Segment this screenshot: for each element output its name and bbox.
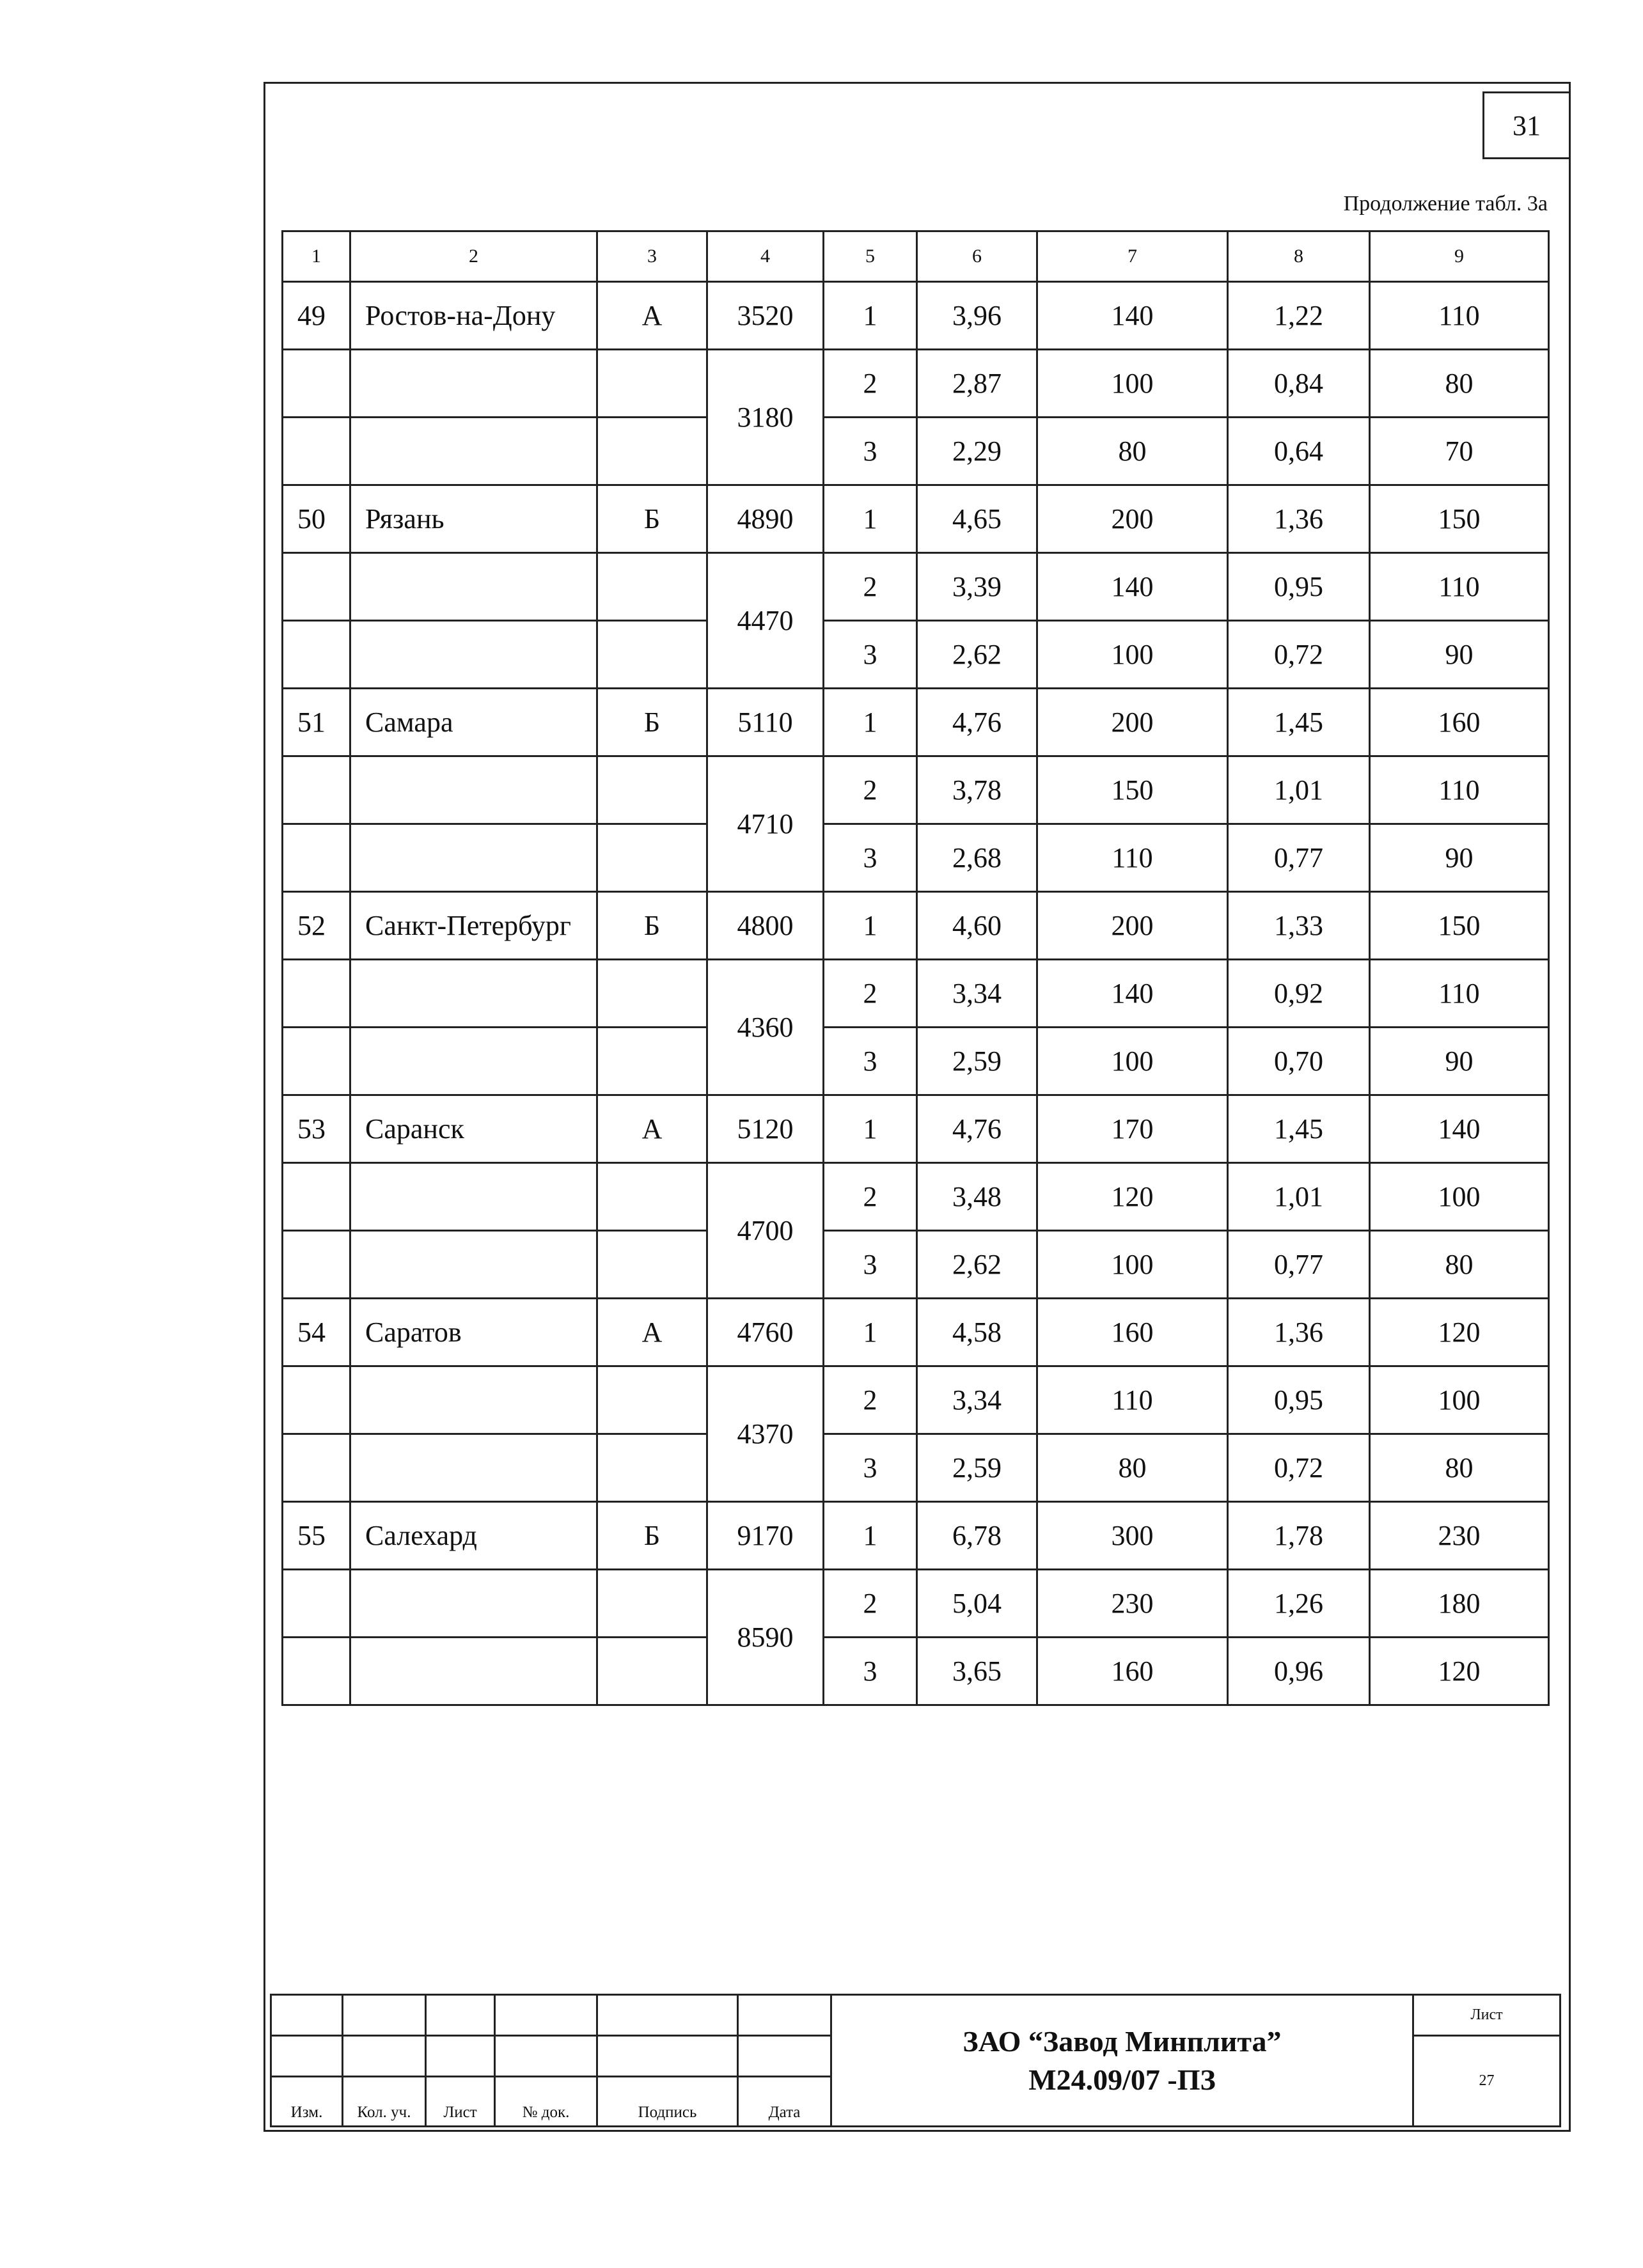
city-name: Рязань [350,485,597,553]
table-row [283,689,1549,756]
empty-cell [597,1434,707,1502]
value-cell: 100 [1370,1366,1549,1434]
stamp-label-signature: Подпись [597,2077,738,2127]
stamp-label-list: Лист [426,2077,495,2127]
value-cell: 140 [1037,553,1228,621]
value-cell: 3,78 [917,756,1037,824]
value-cell: 100 [1370,1163,1549,1231]
city-name: Салехард [350,1502,597,1570]
city-name: Ростов-на-Дону [350,282,597,350]
column-header: 7 [1037,231,1228,282]
empty-cell [597,960,707,1028]
page-number: 31 [1482,91,1571,159]
value-cell: 3 [824,1434,917,1502]
value-cell: 3 [824,418,917,485]
column-header: 6 [917,231,1037,282]
city-name: Саранск [350,1095,597,1163]
value-cell: 110 [1037,824,1228,892]
value-cell: 3,34 [917,1366,1037,1434]
column-header: 1 [283,231,350,282]
value-cell: 100 [1037,1231,1228,1299]
value-cell: 180 [1370,1570,1549,1638]
city-name: Саратов [350,1299,597,1366]
row-number: 55 [283,1502,350,1570]
value-cell: 2,87 [917,350,1037,418]
value-cell: 200 [1037,892,1228,960]
row-number: 52 [283,892,350,960]
value-cell: 3,65 [917,1638,1037,1705]
empty-cell [350,418,597,485]
value-cell: 3 [824,824,917,892]
value-cell: 160 [1037,1299,1228,1366]
stamp-label-date: Дата [738,2077,831,2127]
company-name: ЗАО “Завод Минплита” [963,2024,1282,2058]
value-cell: 0,96 [1228,1638,1370,1705]
empty-cell [283,1231,350,1299]
value-cell: 3 [824,1638,917,1705]
empty-cell [350,1231,597,1299]
value-cell: 3 [824,621,917,689]
value-cell: 2 [824,1366,917,1434]
empty-cell [597,1366,707,1434]
value-col4-merged-cell: 8590 [707,1570,824,1705]
empty-cell [597,1231,707,1299]
value-col4-merged-cell: 4470 [707,553,824,689]
row-number: 54 [283,1299,350,1366]
empty-cell [350,960,597,1028]
value-cell: 3,48 [917,1163,1037,1231]
value-cell: 1 [824,1095,917,1163]
value-cell: 70 [1370,418,1549,485]
value-cell: 90 [1370,1028,1549,1095]
empty-cell [597,824,707,892]
value-cell: 4,65 [917,485,1037,553]
city-name: Санкт-Петербург [350,892,597,960]
value-col4-merged-cell: 4700 [707,1163,824,1299]
value-cell: 100 [1037,1028,1228,1095]
value-col4-cell: 9170 [707,1502,824,1570]
value-col4-cell: 5120 [707,1095,824,1163]
value-cell: 2 [824,553,917,621]
sheet-label: Лист [1413,1995,1560,2036]
empty-cell [350,350,597,418]
stamp-cell [738,1995,831,2036]
category-cell: А [597,282,707,350]
empty-cell [597,418,707,485]
empty-cell [283,960,350,1028]
value-cell: 1 [824,892,917,960]
empty-cell [283,1434,350,1502]
value-cell: 120 [1370,1299,1549,1366]
value-cell: 1,78 [1228,1502,1370,1570]
value-cell: 3,39 [917,553,1037,621]
column-header: 2 [350,231,597,282]
empty-cell [350,1570,597,1638]
row-number: 51 [283,689,350,756]
sheet-number: 27 [1413,2036,1560,2127]
table-row [283,485,1549,553]
empty-cell [350,1434,597,1502]
value-cell: 80 [1037,418,1228,485]
value-cell: 0,64 [1228,418,1370,485]
empty-cell [350,1028,597,1095]
value-col4-merged-cell: 4370 [707,1366,824,1502]
empty-cell [283,1028,350,1095]
value-cell: 80 [1037,1434,1228,1502]
table-row [283,1502,1549,1570]
stamp-cell [495,1995,597,2036]
city-name: Самара [350,689,597,756]
value-cell: 2,68 [917,824,1037,892]
table-row [283,756,1549,824]
value-cell: 100 [1037,350,1228,418]
title-block [270,1994,1561,2127]
value-cell: 80 [1370,1231,1549,1299]
empty-cell [283,824,350,892]
value-col4-cell: 5110 [707,689,824,756]
row-number: 49 [283,282,350,350]
stamp-cell [271,1995,343,2036]
value-cell: 1,36 [1228,1299,1370,1366]
empty-cell [350,1366,597,1434]
stamp-cell [738,2036,831,2077]
value-cell: 170 [1037,1095,1228,1163]
table-row [283,282,1549,350]
empty-cell [597,553,707,621]
value-cell: 200 [1037,485,1228,553]
value-cell: 1,45 [1228,1095,1370,1163]
stamp-title-cell [831,1995,1413,2127]
empty-cell [597,621,707,689]
stamp-cell [495,2036,597,2077]
category-cell: А [597,1299,707,1366]
value-cell: 1,22 [1228,282,1370,350]
empty-cell [597,350,707,418]
value-cell: 160 [1037,1638,1228,1705]
empty-cell [283,1366,350,1434]
stamp-cell [426,2036,495,2077]
value-col4-merged-cell: 4360 [707,960,824,1095]
value-cell: 150 [1037,756,1228,824]
value-cell: 2 [824,350,917,418]
value-cell: 110 [1370,553,1549,621]
value-cell: 110 [1370,282,1549,350]
value-cell: 120 [1037,1163,1228,1231]
value-cell: 3,34 [917,960,1037,1028]
empty-cell [350,824,597,892]
category-cell: Б [597,892,707,960]
column-header: 3 [597,231,707,282]
empty-cell [283,621,350,689]
category-cell: Б [597,689,707,756]
value-cell: 0,95 [1228,553,1370,621]
value-cell: 1,26 [1228,1570,1370,1638]
stamp-cell [343,2036,426,2077]
value-cell: 0,77 [1228,1231,1370,1299]
table-row [283,418,1549,485]
empty-cell [597,1638,707,1705]
value-cell: 0,95 [1228,1366,1370,1434]
value-cell: 1 [824,1299,917,1366]
stamp-cell [597,2036,738,2077]
value-cell: 5,04 [917,1570,1037,1638]
empty-cell [283,1163,350,1231]
stamp-label-izm: Изм. [271,2077,343,2127]
value-cell: 1,01 [1228,756,1370,824]
value-col4-merged-cell: 4710 [707,756,824,892]
data-table [281,230,1550,1706]
table-row [283,621,1549,689]
table-header-row [283,231,1549,282]
stamp-cell [343,1995,426,2036]
value-cell: 1,33 [1228,892,1370,960]
value-cell: 1,01 [1228,1163,1370,1231]
empty-cell [597,756,707,824]
value-cell: 2,62 [917,621,1037,689]
value-cell: 100 [1037,621,1228,689]
value-cell: 0,84 [1228,350,1370,418]
value-cell: 80 [1370,350,1549,418]
empty-cell [350,756,597,824]
value-cell: 3,96 [917,282,1037,350]
stamp-label-kol-uch: Кол. уч. [343,2077,426,2127]
category-cell: Б [597,485,707,553]
value-cell: 0,72 [1228,1434,1370,1502]
value-cell: 140 [1037,960,1228,1028]
value-cell: 1,36 [1228,485,1370,553]
empty-cell [283,418,350,485]
value-cell: 2 [824,1163,917,1231]
category-cell: А [597,1095,707,1163]
value-cell: 2,59 [917,1434,1037,1502]
table-row [283,1231,1549,1299]
table-row [283,1366,1549,1434]
table-row [283,1163,1549,1231]
empty-cell [597,1163,707,1231]
value-cell: 90 [1370,621,1549,689]
value-cell: 160 [1370,689,1549,756]
value-cell: 1 [824,282,917,350]
column-header: 4 [707,231,824,282]
empty-cell [283,553,350,621]
table-row [283,350,1549,418]
row-number: 50 [283,485,350,553]
value-cell: 90 [1370,824,1549,892]
value-cell: 300 [1037,1502,1228,1570]
empty-cell [350,1638,597,1705]
value-cell: 6,78 [917,1502,1037,1570]
value-cell: 140 [1037,282,1228,350]
empty-cell [283,1638,350,1705]
empty-cell [283,350,350,418]
table-row [283,553,1549,621]
table-row [283,1638,1549,1705]
value-cell: 2,29 [917,418,1037,485]
value-cell: 110 [1370,756,1549,824]
value-cell: 1 [824,689,917,756]
value-cell: 1 [824,1502,917,1570]
value-cell: 0,77 [1228,824,1370,892]
value-col4-cell: 3520 [707,282,824,350]
value-cell: 2 [824,756,917,824]
value-cell: 200 [1037,689,1228,756]
value-cell: 2,62 [917,1231,1037,1299]
value-cell: 2 [824,960,917,1028]
value-cell: 230 [1037,1570,1228,1638]
empty-cell [350,621,597,689]
empty-cell [283,1570,350,1638]
value-col4-merged-cell: 3180 [707,350,824,485]
table-row [283,960,1549,1028]
value-cell: 0,70 [1228,1028,1370,1095]
category-cell: Б [597,1502,707,1570]
value-cell: 140 [1370,1095,1549,1163]
value-cell: 1,45 [1228,689,1370,756]
value-cell: 80 [1370,1434,1549,1502]
empty-cell [283,756,350,824]
value-cell: 4,60 [917,892,1037,960]
value-cell: 4,76 [917,689,1037,756]
value-cell: 230 [1370,1502,1549,1570]
table-row [283,1095,1549,1163]
value-cell: 1 [824,485,917,553]
empty-cell [350,553,597,621]
table-row [283,1570,1549,1638]
value-cell: 4,76 [917,1095,1037,1163]
table-row [283,824,1549,892]
document-code: М24.09/07 -ПЗ [1028,2063,1216,2096]
column-header: 5 [824,231,917,282]
empty-cell [597,1028,707,1095]
table-caption: Продолжение табл. 3а [1343,192,1548,215]
table-row [283,1028,1549,1095]
stamp-label-doc-no: № док. [495,2077,597,2127]
value-cell: 2,59 [917,1028,1037,1095]
table-row [283,1299,1549,1366]
value-cell: 120 [1370,1638,1549,1705]
value-cell: 4,58 [917,1299,1037,1366]
value-cell: 3 [824,1231,917,1299]
table-row [283,892,1549,960]
value-cell: 3 [824,1028,917,1095]
table-row [283,1434,1549,1502]
empty-cell [350,1163,597,1231]
row-number: 53 [283,1095,350,1163]
column-header: 8 [1228,231,1370,282]
value-cell: 150 [1370,892,1549,960]
value-cell: 2 [824,1570,917,1638]
empty-cell [597,1570,707,1638]
value-cell: 0,92 [1228,960,1370,1028]
stamp-cell [426,1995,495,2036]
value-cell: 150 [1370,485,1549,553]
value-col4-cell: 4890 [707,485,824,553]
column-header: 9 [1370,231,1549,282]
value-cell: 0,72 [1228,621,1370,689]
value-cell: 110 [1037,1366,1228,1434]
value-col4-cell: 4800 [707,892,824,960]
stamp-cell [597,1995,738,2036]
value-cell: 110 [1370,960,1549,1028]
value-col4-cell: 4760 [707,1299,824,1366]
stamp-cell [271,2036,343,2077]
